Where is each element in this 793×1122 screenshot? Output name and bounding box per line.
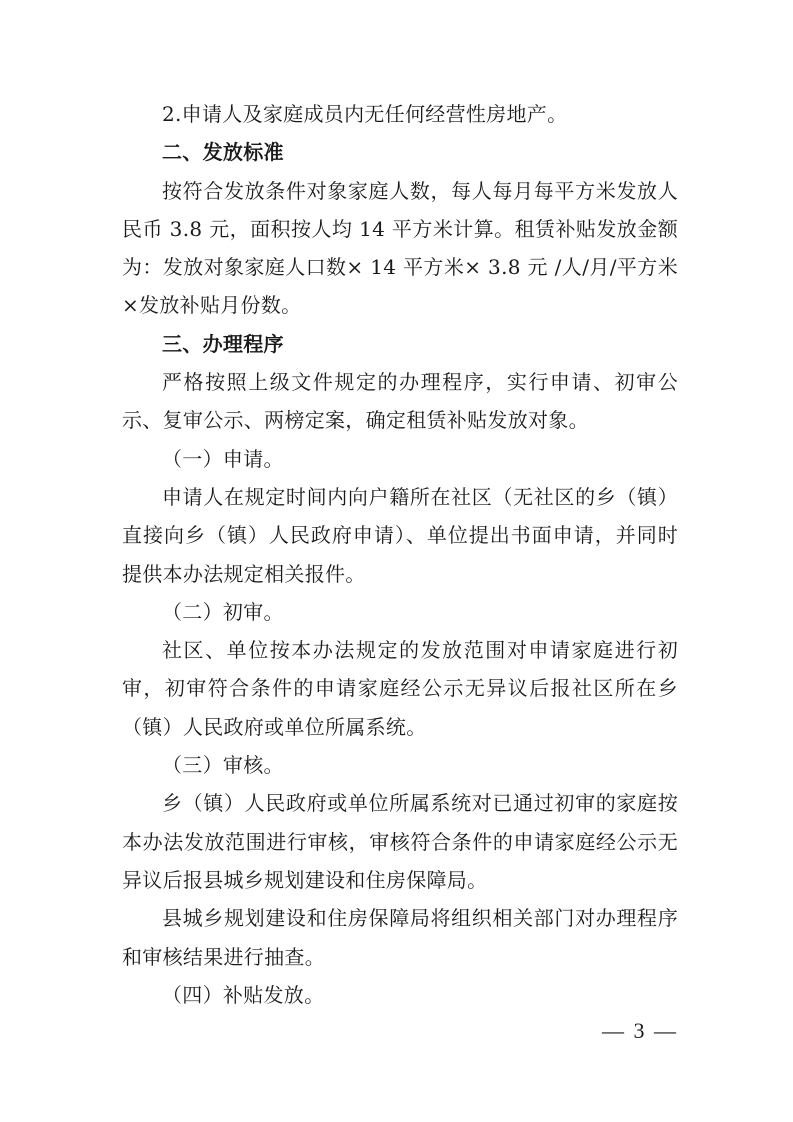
paragraph-condition-2: 2.申请人及家庭成员内无任何经营性房地产。 [162, 102, 568, 126]
paragraph-standard: 按符合发放条件对象家庭人数，每人每月每平方米发放人民币 3.8 元，面积按人均 14 平方米计算。租赁补贴发放金额为：发放对象家庭人口数× 14 平方米× 3.8 元 /人/月/平方米×发放补贴月份数。 [122, 178, 678, 318]
paragraph-application: 申请人在规定时间内向户籍所在社区（无社区的乡（镇）直接向乡（镇）人民政府申请）、单位提出书面申请，并同时提供本办法规定相关报件。 [122, 484, 678, 586]
subheading-preliminary-review: （二）初审。 [162, 599, 284, 624]
paragraph-procedure: 严格按照上级文件规定的办理程序，实行申请、初审公示、复审公示、两榜定案，确定租赁补贴发放对象。 [122, 370, 678, 433]
subheading-subsidy-distribution: （四）补贴发放。 [162, 982, 325, 1007]
paragraph-preliminary-review: 社区、单位按本办法规定的发放范围对申请家庭进行初审，初审符合条件的申请家庭经公示无异议后报社区所在乡（镇）人民政府或单位所属系统。 [122, 638, 678, 739]
document-body [122, 95, 678, 1014]
subheading-audit: （三）审核。 [162, 753, 284, 778]
paragraph-spot-check: 县城乡规划建设和住房保障局将组织相关部门对办理程序和审核结果进行抽查。 [122, 906, 678, 969]
section-heading-standard: 二、发放标准 [162, 140, 284, 165]
section-heading-procedure: 三、办理程序 [162, 331, 284, 356]
subheading-application: （一）申请。 [162, 446, 284, 471]
page-number: — 3 — [602, 1018, 678, 1043]
paragraph-audit: 乡（镇）人民政府或单位所属系统对已通过初审的家庭按本办法发放范围进行审核，审核符合条件的申请家庭经公示无异议后报县城乡规划建设和住房保障局。 [122, 791, 678, 892]
